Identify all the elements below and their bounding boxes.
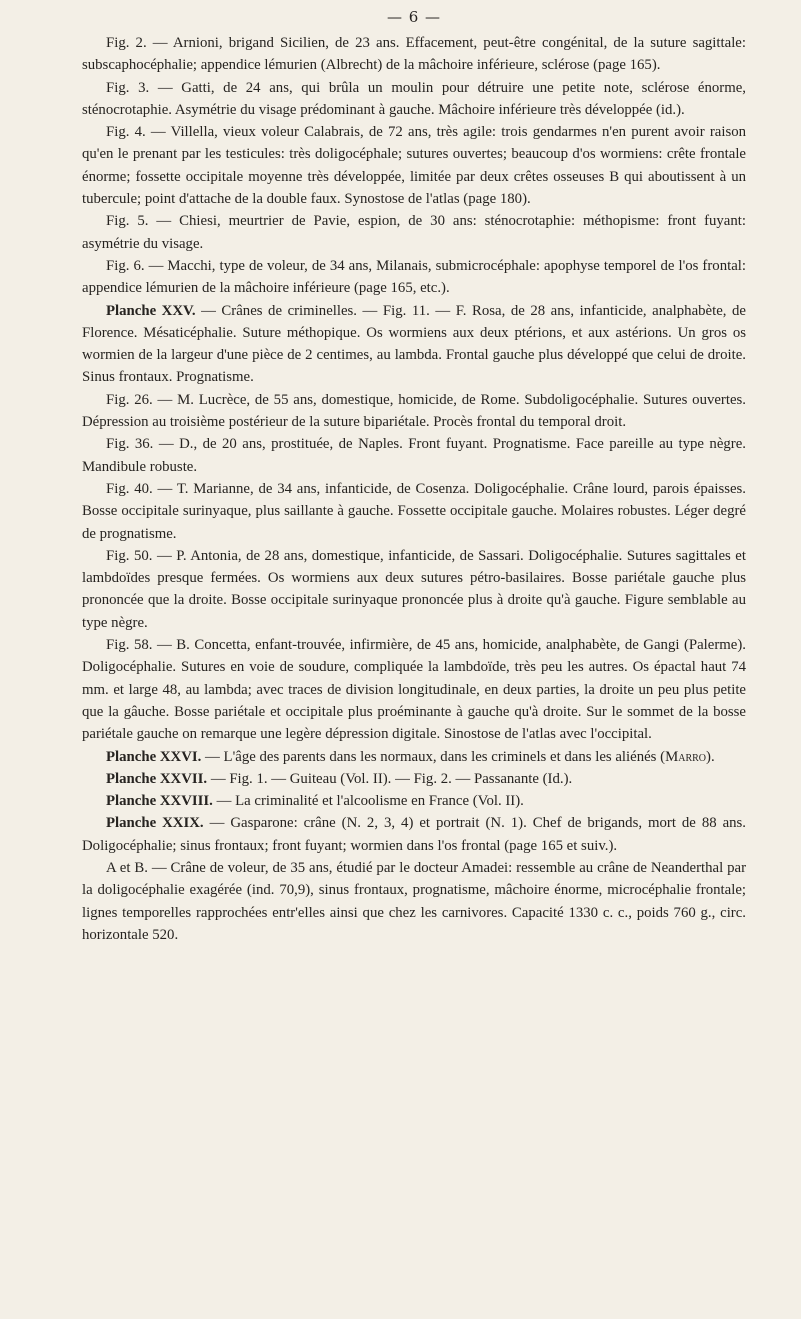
paragraph-text: Fig. 4. — Villella, vieux voleur Calabrais, de 72 ans, très agile: trois gendarmes n'en purent avoir raison qu'en le prenant par les testicules: très doligocéphale; sutures ouvertes; beaucoup d'os wormiens: crête frontale énorme; fossette occipitale moyenne très développée, limitée par deux crêtes osseuses B qui aboutissent à un tubercule; point d'attache de la double faux. Synostose de l'atlas (page 180). <box>82 124 746 208</box>
paragraph <box>82 389 746 434</box>
paragraph-text: Fig. 40. — T. Marianne, de 34 ans, infanticide, de Cosenza. Doligocéphalie. Crâne lourd, parois épaisses. Bosse occipitale surinyaque, plus saillante à gauche. Fossette occipitale gauche. Molaires robustes. Léger degré de prognatisme. <box>82 480 746 542</box>
paragraph-text: — L'âge des parents dans les normaux, dans les criminels et dans les aliénés (Marro). <box>201 748 715 765</box>
paragraph-text: A et B. — Crâne de voleur, de 35 ans, étudié par le docteur Amadei: ressemble au crâne de Neanderthal par la doligocéphalie exagérée (ind. 70,9), sinus frontaux, prognatisme, mâchoire énorme, microcéphalie frontale; lignes temporelles rapprochées entr'elles ainsi que chez les carnivores. Capacité 1330 c. c., poids 760 g., circ. horizontale 520. <box>82 859 746 943</box>
paragraph <box>82 300 746 389</box>
paragraph <box>82 746 746 768</box>
paragraph <box>82 857 746 946</box>
plate-heading: Planche XXIX. <box>106 815 204 832</box>
paragraph <box>82 121 746 210</box>
paragraph-text: Fig. 26. — M. Lucrèce, de 55 ans, domestique, homicide, de Rome. Subdoligocéphalie. Sutures ouvertes. Dépression au troisième postérieur de la suture bipariétale. Procès frontal du temporal droit. <box>82 391 746 431</box>
paragraph <box>82 32 746 77</box>
paragraph <box>82 790 746 812</box>
paragraph-text: Fig. 6. — Macchi, type de voleur, de 34 ans, Milanais, submicrocéphale: apophyse temporel de l'os frontal: appendice lémurien de la mâchoire inférieure (page 165, etc.). <box>82 257 746 297</box>
paragraph-text: — Crânes de criminelles. — Fig. 11. — F. Rosa, de 28 ans, infanticide, analphabète, de Florence. Mésaticéphalie. Suture méthopique. Os wormiens aux deux ptérions, et aux astérions. Un gros os wormien de la largeur d'une pièce de 2 centimes, au lambda. Frontal gauche plus développé que celui de droite. Sinus frontaux. Prognatisme. <box>82 302 747 386</box>
body-text <box>82 32 746 946</box>
plate-heading: Planche XXVIII. <box>106 793 213 810</box>
plate-heading: Planche XXVII. <box>106 770 208 787</box>
paragraph-text: Fig. 50. — P. Antonia, de 28 ans, domestique, infanticide, de Sassari. Doligocéphalie. Sutures sagittales et lambdoïdes presque fermées. Os wormiens aux deux sutures pétro-basilaires. Bosse pariétale gauche plus prononcée que la droite. Bosse occipitale surinyaque prononcée plus à droite qu'à gauche. Figure semblable au type nègre. <box>82 547 746 631</box>
paragraph-text: — Fig. 1. — Guiteau (Vol. II). — Fig. 2. — Passanante (Id.). <box>207 770 573 787</box>
paragraph-text: — Gasparone: crâne (N. 2, 3, 4) et portrait (N. 1). Chef de brigands, mort de 88 ans. Doligocéphalie; sinus frontaux; front fuyant; wormien dans l'os frontal (page 165 et suiv.). <box>82 815 747 854</box>
paragraph <box>82 255 746 300</box>
paragraph <box>82 210 746 255</box>
paragraph <box>82 812 746 857</box>
paragraph-text: Fig. 2. — Arnioni, brigand Sicilien, de 23 ans. Effacement, peut-être congénital, de la suture sagittale: subscaphocéphalie; appendice lémurien (Albrecht) de la mâchoire inférieure, sclérose (page 165). <box>82 35 746 74</box>
paragraph-text: Fig. 58. — B. Concetta, enfant-trouvée, infirmière, de 45 ans, homicide, analphabète, de Gangi (Palerme). Doligocéphalie. Sutures en voie de soudure, compliquée la lambdoïde, très peu les autres. Os épactal haut 74 mm. et large 48, au lambda; avec traces de division longitudinale, en deux parties, la droite un peu plus petite que la gâuche. Bosse pariétale et occipitale plus proéminante à gauche qu'à droite. Sur le sommet de la bosse pariétale gauche on remarque une legère dépression digitale. Sinostose de l'atlas avec l'occipital. <box>82 637 746 743</box>
paragraph <box>82 77 746 122</box>
page-number: — 6 — <box>386 8 442 26</box>
paragraph-text: Fig. 5. — Chiesi, meurtrier de Pavie, espion, de 30 ans: sténocrotaphie: méthopisme: front fuyant: asymétrie du visage. <box>82 213 746 252</box>
paragraph-text: Fig. 3. — Gatti, de 24 ans, qui brûla un moulin pour détruire une petite note, sclérose énorme, sténocrotaphie. Asymétrie du visage prédominant à gauche. Mâchoire inférieure très développée (id.). <box>82 79 746 118</box>
paragraph <box>82 545 746 634</box>
paragraph <box>82 478 746 545</box>
paragraph <box>82 768 746 790</box>
paragraph <box>82 433 746 478</box>
paragraph-text: — La criminalité et l'alcoolisme en France (Vol. II). <box>212 793 524 810</box>
plate-heading: Planche XXV. <box>106 302 196 319</box>
paragraph <box>82 634 746 745</box>
paragraph-text: Fig. 36. — D., de 20 ans, prostituée, de Naples. Front fuyant. Prognatisme. Face pareille au type nègre. Mandibule robuste. <box>82 436 746 475</box>
plate-heading: Planche XXVI. <box>106 748 202 765</box>
